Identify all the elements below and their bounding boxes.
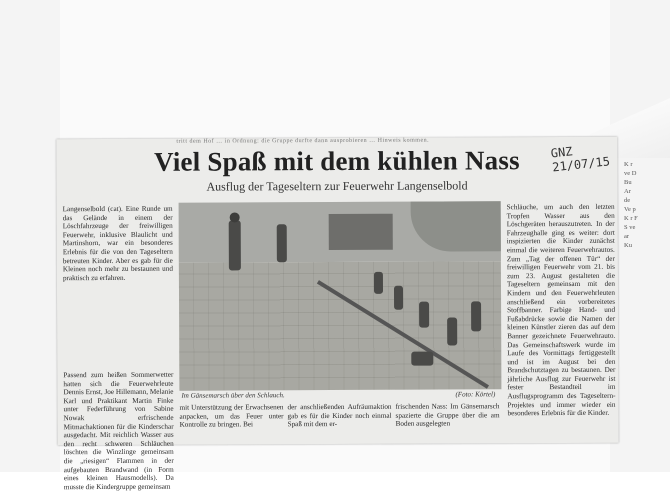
article-headline: Viel Spaß mit dem kühlen Nass xyxy=(154,145,520,177)
photo-adult-head xyxy=(230,212,240,222)
photo-adult xyxy=(277,224,287,262)
photo-child xyxy=(447,317,457,345)
adjacent-article-edge-text: K r ve D Bu Ar de Ve p K r F S ve ar Ku xyxy=(624,161,638,249)
scanner-backdrop-left xyxy=(0,0,60,472)
photo-child-crawling xyxy=(411,352,433,366)
photo-child xyxy=(419,302,429,328)
article-bottom-column-a: mit Unterstützung der Erwachsenen anpacken, um das Feuer unter Kontrolle zu bringen. Bei xyxy=(179,403,284,429)
photo-adult xyxy=(229,220,241,270)
scanner-backdrop-right xyxy=(610,0,670,472)
article-bottom-column-b: der anschließenden Aufräumaktion gab es für die Kinder noch einmal Spaß mit dem er- xyxy=(287,402,392,429)
article-column-4: Schläuche, um auch den letzten Tropfen Wasser aus den Löschgeräten herauszutreten. In der Fahrzeughalle ging es weiter: dort inspizierten die Kinder zunächst einmal die weiteren Feuerwehrautos. Zum „Tag der offenen Tür“ der freiwilligen Feuerwehr vom 21. bis zum 23. August gestalteten die Tageseltern gemeinsam mit den Kindern und den Feuerwehrleuten anschließend ein vorbereitetes Stoffbanner. Farbige Hand- und Fußabdrücke sowie die Namen der kleinen Künstler zieren das auf dem Banner gezeichnete Feuerwehrauto. Das Gemeinschaftswerk wurde im Laufe des Vormittags fertiggestellt und ist im August bei den Brandschutztagen zu bestaunen. Der jährliche Ausflug zur Feuerwehr ist fester Bestandteil im Ausflugsprogramm des Tageseltern-Projektes und immer wieder ein besonderes Erlebnis für die Kinder. xyxy=(506,202,616,418)
photo-caption: Im Gänsemarsch über den Schlauch. xyxy=(181,391,285,400)
cut-off-top-text: tritt dem Hof … in Ordnung: die Gruppe durfte dann ausprobieren … Hinweis kommen. xyxy=(176,137,430,145)
article-column-1-lower: Passend zum heißen Sommerwetter hatten sich die Feuerwehrleute Dennis Ernst, Joe Hillemann, Melanie Karl und Praktikant Martin Finke unter Federführung von Sabine Nowak erfrischende Mitmachaktionen für die Kinderschar ausgedacht. Mit reichlich Wasser aus den recht schweren Schläuchen löschten die Winzlinge gemeinsam die „riesigen“ Flammen in der aufgebauten Brandwand (in Form eines kleinen Hausmodells). Da musste die Kindergruppe gemeinsam xyxy=(63,370,174,491)
newspaper-clipping xyxy=(56,137,618,491)
article-column-1: Langenselbold (cat). Eine Runde um das Gelände in einem der Löschfahrzeuge der freiwilligen Feuerwehr, inklusive Blaulicht und Martinshorn, war ein besonderes Erlebnis für die von den Tageseltern betreuten Kinder. Aber es gab für die Kleinen noch mehr zu bestaunen und praktisch zu erfahren. xyxy=(62,204,173,282)
article-bottom-column-c: frischenden Nass: Im Gänsemarsch spazierte die Gruppe über die am Boden ausgelegten xyxy=(395,402,500,428)
photo-fire-truck xyxy=(329,214,393,250)
photo-credit: (Foto: Körtel) xyxy=(455,390,496,399)
article-photo xyxy=(179,201,502,390)
photo-child xyxy=(374,272,383,294)
photo-child xyxy=(394,286,403,310)
article-subheadline: Ausflug der Tageseltern zur Feuerwehr Langenselbold xyxy=(206,178,468,194)
handwritten-date-note: GNZ 21/07/15 xyxy=(550,144,611,175)
photo-child xyxy=(471,301,481,331)
